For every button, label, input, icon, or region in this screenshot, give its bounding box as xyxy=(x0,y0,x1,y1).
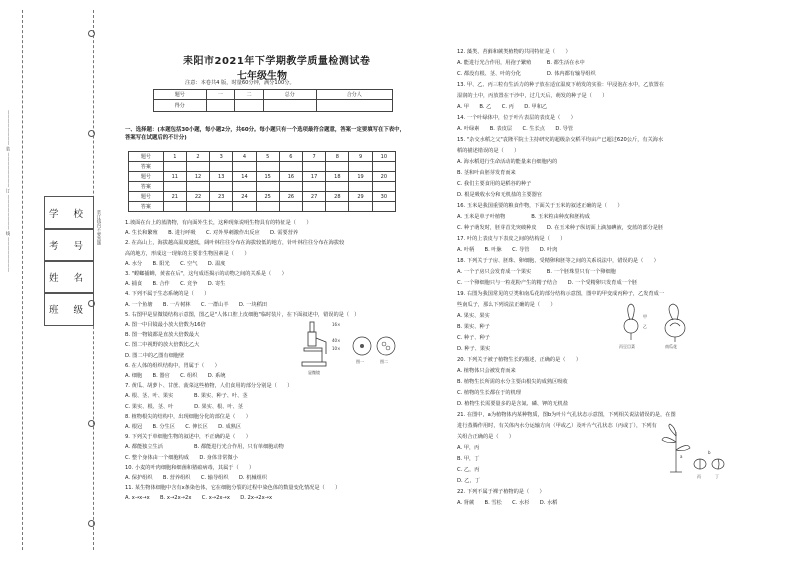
question-line: B. 果实、种子 xyxy=(457,324,490,330)
question-line: A. 根冠 B. 分生区 C. 伸长区 D. 成熟区 xyxy=(125,424,242,431)
question-line: A. 根、茎、叶、果实 B. 果实、种子、叶、茎 xyxy=(125,393,248,400)
answer-cell[interactable] xyxy=(256,162,279,172)
question-number: 26 xyxy=(279,192,302,202)
question-line: A. 能进行光合作用，用孢子繁殖 B. 都生活在水中 xyxy=(457,60,585,66)
microscope-label: 显微镜 xyxy=(308,370,320,375)
question-line: 些南瓜子，那么下列说法正确的是（ ） xyxy=(457,302,556,308)
question-line: A. 海水稻进行生命活动的能量来自细胞内的 xyxy=(457,159,558,165)
question-line: 4. 下列不属于生态系统的是（ ） xyxy=(125,291,210,298)
score-header: 总分 xyxy=(263,90,316,100)
question-line: A. 肾蕨 B. 雪松 C. 水杉 D. 水稻 xyxy=(457,500,558,506)
question-line: A. 都能独立生活 B. 都能进行光合作用，只有单细胞动物 xyxy=(125,444,284,451)
fig2-label: 图二 xyxy=(380,359,388,364)
question-line: 8. 植物根尖的结构中，出现细胞分化的部位是（ ） xyxy=(125,413,251,420)
question-line: A. x→x→x B. x→2x→2x C. x→2x→x D. 2x→2x→x xyxy=(125,495,273,502)
question-number: 23 xyxy=(210,192,233,202)
question-number-label: 题号 xyxy=(129,152,164,162)
score-row-label: 得分 xyxy=(154,100,207,112)
class-label: 班 级 xyxy=(48,305,90,316)
question-line: 17. 叶的上表皮与下表皮之间的结构是（ ） xyxy=(457,236,566,242)
question-line: 15. "杂交水稻之父"袁隆平院士主持研究的超级杂交稻平均亩产已超过620公斤，有关海水 xyxy=(457,137,664,143)
exam-note: 注意：本卷共4 版，时量60分钟，满分100分。 xyxy=(185,80,295,86)
fold-line-outer xyxy=(22,10,23,550)
question-number: 14 xyxy=(233,172,256,182)
answer-grid xyxy=(128,151,396,212)
question-line: D. 种子、果实 xyxy=(457,346,491,352)
question-line: 6. 在人体的组织结构中，胃属于（ ） xyxy=(125,362,220,369)
question-line: B. 甲，丁 xyxy=(457,456,480,462)
question-line: C. 植物的生长都在于的机理 xyxy=(457,390,521,396)
question-line: 22. 下列不属于裸子植物的是（ ） xyxy=(457,489,545,495)
question-number: 20 xyxy=(372,172,395,182)
question-line: A. 玉米是单子叶植物 B. 玉米粒由种皮和胚构成 xyxy=(457,214,590,220)
question-line: A. 生长和繁殖 B. 进行呼吸 C. 对外界刺激作出反应 D. 需要营养 xyxy=(125,230,299,237)
answer-cell[interactable] xyxy=(186,182,209,192)
question-number: 25 xyxy=(256,192,279,202)
exam-number-field[interactable] xyxy=(44,228,94,262)
question-number-label: 题号 xyxy=(129,192,164,202)
question-line: C. 我们主要食用的是稻谷的种子 xyxy=(457,181,532,187)
question-number: 22 xyxy=(186,192,209,202)
school-field[interactable] xyxy=(44,196,94,230)
exam-title: 耒阳市2021年下学期教学质量检测试卷 xyxy=(183,56,371,67)
answer-cell[interactable] xyxy=(372,162,395,172)
score-cell[interactable] xyxy=(263,100,316,112)
answer-row-label: 答案 xyxy=(129,162,164,172)
question-number: 15 xyxy=(256,172,279,182)
question-number: 10 xyxy=(372,152,395,162)
answer-cell[interactable] xyxy=(279,182,302,192)
question-line: D. 根是吸收水分和无机盐的主要器官 xyxy=(457,192,543,198)
answer-cell[interactable] xyxy=(349,202,372,212)
binding-hole xyxy=(88,130,95,137)
view-circle-2 xyxy=(377,337,395,355)
question-line: C. 一个卵细胞只与一粒花粉产生的精子结合 D. 一个受精卵只发育成一个胚 xyxy=(457,280,638,286)
plant-a: a xyxy=(680,454,683,459)
mag-bot-label: 10× xyxy=(332,346,341,351)
question-line: 1.坡面在台上的蓝鹃物，有向面外生长，这种现象说明生物具有的特征是（ ） xyxy=(125,220,312,226)
question-line: A. 甲，丙 xyxy=(457,445,480,451)
question-line: A. 植物体只会被发育而来 xyxy=(457,368,516,374)
answer-row-label: 答案 xyxy=(129,182,164,192)
question-number: 27 xyxy=(303,192,326,202)
score-cell[interactable] xyxy=(206,100,235,112)
question-number: 2 xyxy=(186,152,209,162)
question-number: 5 xyxy=(256,152,279,162)
answer-cell[interactable] xyxy=(163,162,186,172)
question-line: C. 整个身体由一个细胞构成 D. 身体非常微小 xyxy=(125,454,238,461)
score-cell[interactable] xyxy=(235,100,264,112)
question-number: 1 xyxy=(163,152,186,162)
subject-title: 七年级生物 xyxy=(237,71,287,82)
score-header: 二 xyxy=(235,90,264,100)
flower-yi: 乙 xyxy=(643,324,647,329)
microscope-figure xyxy=(300,318,400,378)
answer-cell[interactable] xyxy=(303,182,326,192)
question-line: B. 茎和叶由胚芽发育而来 xyxy=(457,170,516,176)
question-line: A. 捕食 B. 合作 C. 竞争 D. 寄生 xyxy=(125,281,226,288)
question-line: A. 水分 B. 阳光 C. 空气 D. 温度 xyxy=(125,260,226,267)
question-line: A. 叶柄 B. 叶脉 C. 导管 D. 叶肉 xyxy=(457,247,558,253)
question-line: 湿润的土中，丙放置在干沙中，过几天后，萌发的种子是（ ） xyxy=(457,93,608,99)
question-line: B. 图一物镜都是直放大倍数最大 xyxy=(125,332,200,339)
question-number: 7 xyxy=(303,152,326,162)
mag-mid-label: 40× xyxy=(332,338,341,343)
question-number: 9 xyxy=(349,152,372,162)
binding-hole xyxy=(88,520,95,527)
question-number: 4 xyxy=(233,152,256,162)
question-line: A. 一个子房只会发育成一个果实 B. 一个胚珠里只有一个卵细胞 xyxy=(457,269,616,275)
question-line: 21. 在图中，a为植物体内某种物质，图b为叶片气孔状态示意图，下列相关说法错误的是，在图 xyxy=(457,412,676,418)
question-line: 5. 右图甲是显微镜结构示意图，图乙是"人体口腔上皮细胞"临时装片，在下面叙述中，错误的是（ ） xyxy=(125,311,360,318)
question-line: 9. 下列关于单细胞生物的叙述中，不正确的是（ ） xyxy=(125,434,251,441)
answer-cell[interactable] xyxy=(256,202,279,212)
score-header: 一 xyxy=(206,90,235,100)
answer-cell[interactable] xyxy=(326,182,349,192)
question-line: C. 种子、种子 xyxy=(457,335,490,341)
question-line: 11. 某生物体细胞中含有x条染色体，它在细胞分裂的过程中染色体的数量变化情况是（ ） xyxy=(125,485,341,492)
question-line: 12. 藻类、苔藓和蕨类植物的共同特征是（ ） xyxy=(457,49,571,55)
question-number: 30 xyxy=(372,192,395,202)
answer-row-label: 答案 xyxy=(129,202,164,212)
question-line: 稻的描述错误的是（ ） xyxy=(457,148,520,154)
question-line: 16. 玉米是我国重要的粮食作物，下面关于玉米的叙述正确的是（ ） xyxy=(457,203,623,209)
question-line: 19. 右图为我国常见的豆类和南瓜花的部分结构示意图，图中的甲变成丙种子，乙发育成一 xyxy=(457,291,665,297)
answer-cell[interactable] xyxy=(233,182,256,192)
answer-cell[interactable] xyxy=(163,202,186,212)
question-line: A. 一个鱼塘 B. 一片树林 C. 一群山羊 D. 一块稻田 xyxy=(125,301,267,308)
question-number: 8 xyxy=(326,152,349,162)
score-header: 题号 xyxy=(154,90,207,100)
score-cell[interactable] xyxy=(316,100,392,112)
question-line: A. 果实、果实 xyxy=(457,313,490,319)
beans-label: 丙豆目菜 xyxy=(619,344,635,349)
question-number: 11 xyxy=(163,172,186,182)
plant-figure xyxy=(656,422,736,482)
binding-hole xyxy=(88,30,95,37)
question-line: C. 图二中视野的放大倍数比乙大 xyxy=(125,342,200,349)
plant-ding: 丁 xyxy=(715,474,719,479)
answer-cell[interactable] xyxy=(186,202,209,212)
fold-warning: 装订线内不要答题 xyxy=(96,210,101,246)
question-line: 关组合正确的是（ ） xyxy=(457,434,515,440)
question-line: 14. 一个叶绿体中，位于叶片表层的表皮是（ ） xyxy=(457,115,576,121)
question-line: D. 图二中的乙图有细胞壁 xyxy=(125,352,185,359)
answer-cell[interactable] xyxy=(349,162,372,172)
answer-cell[interactable] xyxy=(210,182,233,192)
answer-cell[interactable] xyxy=(349,182,372,192)
exam-number-label: 考 号 xyxy=(48,241,90,252)
name-field[interactable] xyxy=(44,260,94,294)
question-number: 12 xyxy=(186,172,209,182)
question-line: 进行蒸腾作用时，有关体内水分运输方向（甲或乙）及叶片气孔状态（丙或丁），下列有 xyxy=(457,423,657,429)
question-line: A. 图一中目镜最小放大倍数为16倍 xyxy=(125,322,206,329)
answer-cell[interactable] xyxy=(372,182,395,192)
question-line: A. 保护组织 B. 营养组织 C. 输导组织 D. 机械组织 xyxy=(125,475,267,482)
answer-cell[interactable] xyxy=(326,162,349,172)
question-line: 18. 下列关于子房、胚珠、卵细胞、受精卵和胚等之间的关系说法中，错误的是（ ） xyxy=(457,258,659,264)
question-line: D. 植物生长需要量多的是含氮、磷、钾的无机盐 xyxy=(457,401,569,407)
question-line: B. 植物生长所需的水分主要由根尖的成熟区吸收 xyxy=(457,379,568,385)
fig1-label: 图一 xyxy=(356,359,364,364)
answer-cell[interactable] xyxy=(279,162,302,172)
question-line: 10. 小麦的叶肉细胞和细菌和猪瘟病毒，其属于（ ） xyxy=(125,464,255,471)
question-line: 2. 在高山上，海拔越高温度越低，阔叶林往往分布在海拔较低的地方，针叶林往往分布在海拔较 xyxy=(125,240,345,247)
mag-top-label: 16× xyxy=(332,322,341,327)
question-number: 3 xyxy=(210,152,233,162)
school-label: 学 校 xyxy=(48,209,90,220)
answer-cell[interactable] xyxy=(233,162,256,172)
section-heading: 一、选择题：(本题包括30小题，每小题2分，共60分。每小题只有一个选项最符合题意，答案一定要填写在下表中，答案写在试题后的不计分) xyxy=(125,127,405,141)
answer-cell[interactable] xyxy=(326,202,349,212)
answer-cell[interactable] xyxy=(303,162,326,172)
fold-line-text: ———————— 装 ———————— 订 ———————— 线 ———————— xyxy=(5,110,10,273)
question-number: 16 xyxy=(279,172,302,182)
question-number: 18 xyxy=(326,172,349,182)
question-line: C. 种子萌发时，胚芽首先突破种皮 D. 在玉米种子纵切面上滴加碘液，变蓝的部分是胚 xyxy=(457,225,664,231)
answer-cell[interactable] xyxy=(279,202,302,212)
question-line: C. 都没有根、茎、叶的分化 D. 体内都有输导组织 xyxy=(457,71,596,77)
flower-figure xyxy=(615,302,695,350)
question-line: 7. 黄瓜、胡萝卜、甘蔗、菠菜这些植物，人们食用的部分分别是（ ） xyxy=(125,383,293,390)
question-line: A. 甲 B. 乙 C. 丙 D. 甲和乙 xyxy=(457,104,548,110)
answer-cell[interactable] xyxy=(210,162,233,172)
flower-jia: 甲 xyxy=(643,314,647,319)
answer-cell[interactable] xyxy=(372,202,395,212)
question-line: A. 叶绿素 B. 表皮层 C. 生长点 D. 导管 xyxy=(457,126,574,132)
question-line: D. 乙，丁 xyxy=(457,478,480,484)
question-number-label: 题号 xyxy=(129,172,164,182)
question-number: 13 xyxy=(210,172,233,182)
answer-cell[interactable] xyxy=(210,202,233,212)
question-line: 13. 甲、乙、丙三粒有生活力的种子放在适宜温度下萌发的实验：甲浸泡在水中，乙放置在 xyxy=(457,82,665,88)
question-number: 21 xyxy=(163,192,186,202)
question-number: 19 xyxy=(349,172,372,182)
class-field[interactable] xyxy=(44,292,94,326)
binding-hole xyxy=(88,420,95,427)
plant-bing: 丙 xyxy=(697,474,701,479)
answer-cell[interactable] xyxy=(186,162,209,172)
question-line: C. 乙，丙 xyxy=(457,467,480,473)
question-line: 20. 下列关于被子植物生长的描述，正确的是（ ） xyxy=(457,357,582,363)
question-number: 17 xyxy=(303,172,326,182)
pumpkin-label: 南瓜花 xyxy=(665,344,677,349)
answer-cell[interactable] xyxy=(163,182,186,192)
question-number: 29 xyxy=(349,192,372,202)
answer-cell[interactable] xyxy=(233,202,256,212)
question-line: 3. "螳螂捕蝉，黄雀在后"，这句成语揭示的动物之间的关系是（ ） xyxy=(125,271,287,278)
name-label: 姓 名 xyxy=(48,273,90,284)
question-number: 6 xyxy=(279,152,302,162)
answer-cell[interactable] xyxy=(303,202,326,212)
question-line: A. 细胞 B. 器官 C. 组织 D. 系统 xyxy=(125,373,226,380)
question-line: 高的地方，形成这一现象的主要非生物因素是（ ） xyxy=(125,250,250,257)
question-number: 28 xyxy=(326,192,349,202)
score-header: 合分人 xyxy=(316,90,392,100)
microscope-icon xyxy=(302,322,326,366)
plant-b: b xyxy=(708,450,711,455)
score-table xyxy=(153,89,393,112)
question-number: 24 xyxy=(233,192,256,202)
question-line: C. 果实、根、茎、叶 D. 果实、根、叶、茎 xyxy=(125,403,243,410)
answer-cell[interactable] xyxy=(256,182,279,192)
